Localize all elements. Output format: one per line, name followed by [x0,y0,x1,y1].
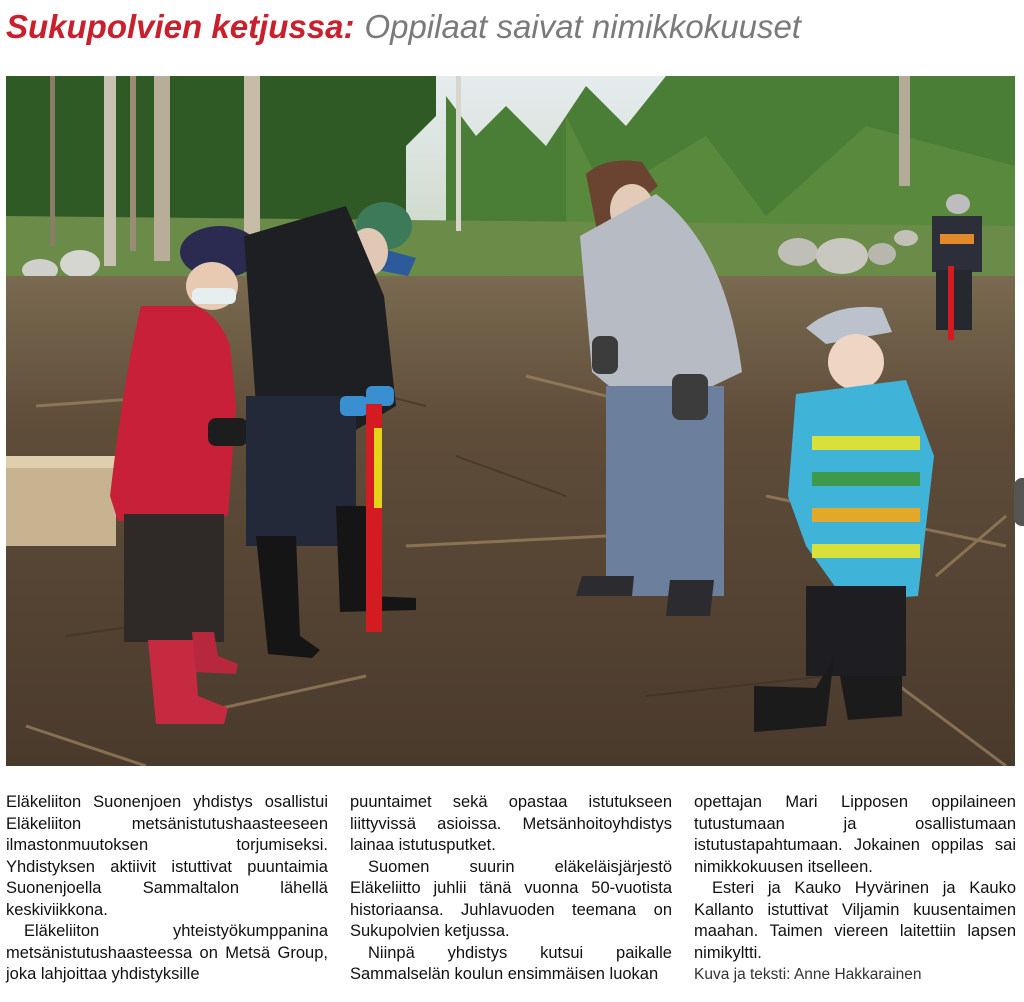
article-paragraph: Suomen suurin eläkeläisjärjestö Eläkeliitto juhlii tänä vuonna 50-vuotista historiaansa. Juhlavuoden teemana on Sukupolvien ketjussa. [350,857,672,940]
headline-title: Oppilaat saivat nimikkokuuset [364,8,801,45]
article-photo [6,76,1015,766]
page-scroll-tab[interactable] [1014,478,1024,526]
photo-credit: Kuva ja teksti: Anne Hakkarainen [694,966,922,983]
article-paragraph: opettajan Mari Lipposen oppilaineen tutustumaan ja osallistumaan istutustapahtumaan. Jokainen oppilas sai nimikkokuusen itselleen. [694,793,1016,876]
article-body [6,792,1018,998]
headline [6,4,1016,50]
article-paragraph: Esteri ja Kauko Hyvärinen ja Kauko Kallanto istuttivat Viljamin kuusentaimen maahan. Taimen viereen laitettiin lapsen nimikyltti. [694,879,1016,962]
article-column-3 [694,792,1016,986]
article-column-2 [350,792,672,986]
article-paragraph: Eläkeliiton yhteistyökumppanina metsänistutushaasteessa on Metsä Group, joka lahjoittaa yhdistyksille [6,922,328,983]
article-column-1 [6,792,328,986]
headline-kicker: Sukupolvien ketjussa: [6,8,355,45]
article-paragraph: puuntaimet sekä opastaa istutukseen liittyvissä asioissa. Metsänhoitoyhdistys lainaa istutusputket. [350,793,672,854]
article-paragraph: Niinpä yhdistys kutsui paikalle Sammalselän koulun ensimmäisen luokan [350,943,672,983]
article-paragraph: Eläkeliiton Suonenjoen yhdistys osallistui Eläkeliiton metsänistutushaasteeseen ilmastonmuutoksen torjumiseksi. Yhdistyksen aktiivit istuttivat puuntaimia Suonenjoella Sammaltalon lähellä keskiviikkona. [6,793,328,919]
